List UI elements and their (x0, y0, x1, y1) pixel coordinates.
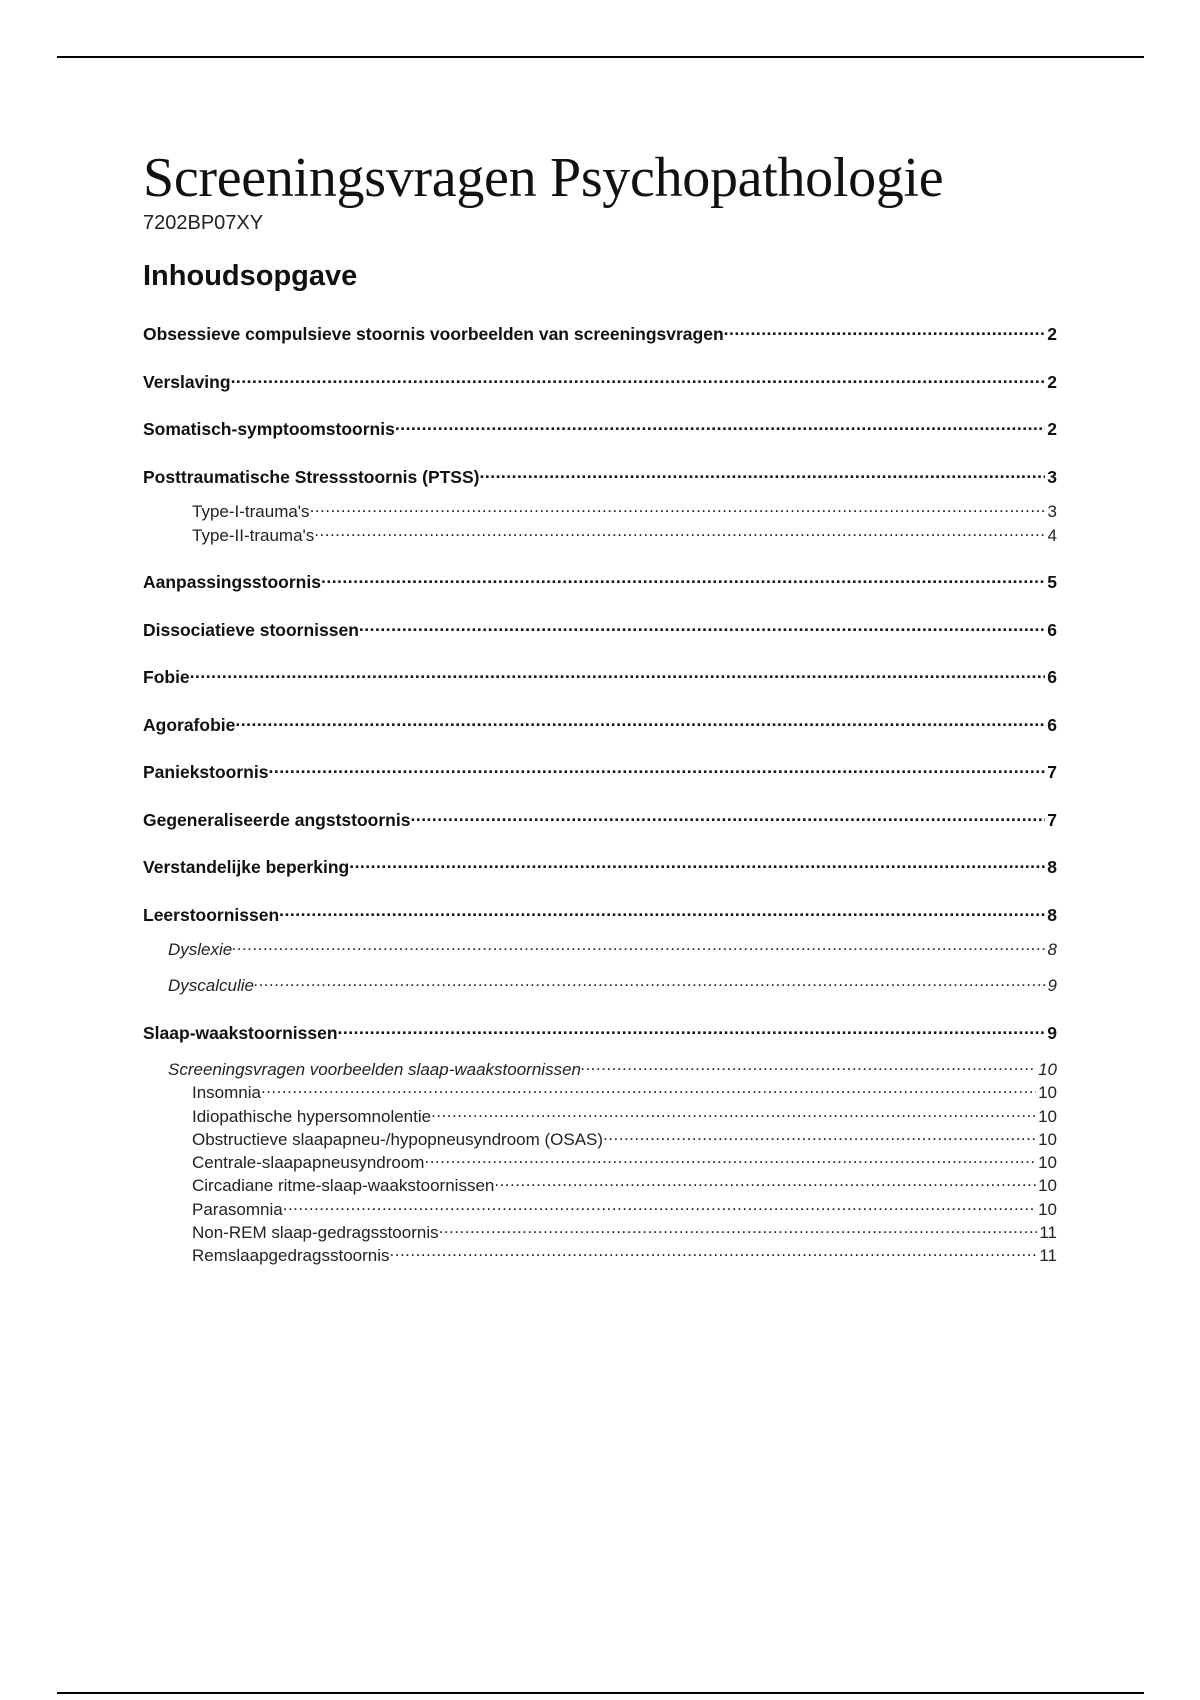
toc-page-number: 8 (1047, 940, 1057, 959)
dot-leader (232, 938, 1045, 955)
toc-page-number: 6 (1047, 666, 1057, 687)
dot-leader (314, 524, 1045, 541)
toc-entry-label: Non-REM slaap-gedragsstoornis (192, 1223, 439, 1242)
toc-entry[interactable] (143, 903, 1057, 926)
toc-entry[interactable] (143, 665, 1057, 688)
toc-heading: Inhoudsopgave (143, 260, 358, 292)
dot-leader (261, 1081, 1036, 1098)
toc-page-number: 3 (1047, 502, 1057, 521)
toc-page-number: 8 (1047, 904, 1057, 925)
toc-page-number: 8 (1047, 856, 1057, 877)
toc-entry-label: Type-I-trauma's (192, 502, 310, 521)
toc-entry[interactable] (143, 465, 1057, 488)
toc-entry-label: Somatisch-symptoomstoornis (143, 418, 395, 439)
toc-entry-label: Screeningsvragen voorbeelden slaap-waakstoornissen (168, 1060, 581, 1079)
toc-page-number: 5 (1047, 571, 1057, 592)
toc-entry-label: Remslaapgedragsstoornis (192, 1246, 390, 1265)
toc-entry[interactable] (192, 1128, 1057, 1150)
dot-leader (283, 1198, 1036, 1215)
toc-entry-label: Verstandelijke beperking (143, 856, 350, 877)
toc-entry[interactable] (192, 1221, 1057, 1243)
toc-page-number: 11 (1039, 1223, 1057, 1242)
toc-entry-label: Fobie (143, 666, 190, 687)
toc-page-number: 9 (1047, 976, 1057, 995)
toc-entry[interactable] (143, 713, 1057, 736)
dot-leader (338, 1021, 1046, 1039)
dot-leader (395, 417, 1045, 435)
toc-entry[interactable] (143, 570, 1057, 593)
toc-page-number: 10 (1038, 1060, 1057, 1079)
toc-entry-label: Idiopathische hypersomnolentie (192, 1107, 432, 1126)
dot-leader (724, 322, 1046, 340)
toc-page-number: 7 (1047, 809, 1057, 830)
toc-page-number: 10 (1038, 1130, 1057, 1149)
toc-entry-label: Aanpassingsstoornis (143, 571, 321, 592)
toc-entry-label: Obsessieve compulsieve stoornis voorbeelden van screeningsvragen (143, 323, 724, 344)
toc-page-number: 7 (1047, 761, 1057, 782)
toc-entry-label: Obstructieve slaapapneu-/hypopneusyndroom (OSAS) (192, 1130, 604, 1149)
dot-leader (279, 903, 1045, 921)
toc-entry-label: Insomnia (192, 1083, 261, 1102)
toc-page-number: 10 (1038, 1107, 1057, 1126)
dot-leader (424, 1151, 1036, 1168)
document-title: Screeningsvragen Psychopathologie (143, 147, 944, 209)
dot-leader (190, 665, 1046, 683)
toc-entry[interactable] (143, 855, 1057, 878)
toc-entry[interactable] (192, 500, 1057, 522)
toc-page-number: 2 (1047, 418, 1057, 439)
toc-page-number: 2 (1047, 371, 1057, 392)
dot-leader (268, 760, 1045, 778)
dot-leader (439, 1221, 1038, 1238)
toc-entry[interactable] (143, 808, 1057, 831)
toc-entry[interactable] (168, 974, 1057, 996)
toc-entry-label: Paniekstoornis (143, 761, 269, 782)
toc-page-number: 10 (1038, 1153, 1057, 1172)
toc-entry[interactable] (192, 524, 1057, 546)
dot-leader (479, 465, 1045, 483)
toc-entry-label: Agorafobie (143, 714, 236, 735)
toc-entry[interactable] (143, 322, 1057, 345)
toc-entry-label: Dissociatieve stoornissen (143, 619, 359, 640)
dot-leader (310, 500, 1046, 517)
dot-leader (603, 1128, 1036, 1145)
toc-entry[interactable] (168, 1058, 1057, 1080)
dot-leader (431, 1105, 1036, 1122)
dot-leader (254, 974, 1046, 991)
toc-entry[interactable] (192, 1244, 1057, 1266)
toc-entry-label: Circadiane ritme-slaap-waakstoornissen (192, 1176, 495, 1195)
toc-entry[interactable] (192, 1105, 1057, 1127)
toc-page-number: 6 (1047, 714, 1057, 735)
footer-rule (57, 1692, 1144, 1694)
toc-entry-label: Slaap-waakstoornissen (143, 1022, 338, 1043)
dot-leader (410, 808, 1045, 826)
course-code: 7202BP07XY (143, 212, 264, 234)
toc-page-number: 3 (1047, 466, 1057, 487)
toc-entry-label: Centrale-slaapapneusyndroom (192, 1153, 425, 1172)
toc-page-number: 10 (1038, 1176, 1057, 1195)
toc-entry-label: Dyslexie (168, 940, 233, 959)
toc-entry[interactable] (192, 1174, 1057, 1196)
toc-entry[interactable] (192, 1151, 1057, 1173)
toc-page-number: 11 (1039, 1246, 1057, 1265)
toc-page-number: 6 (1047, 619, 1057, 640)
toc-page-number: 4 (1047, 526, 1057, 545)
toc-entry[interactable] (192, 1081, 1057, 1103)
toc-entry[interactable] (143, 417, 1057, 440)
toc-page-number: 9 (1047, 1022, 1057, 1043)
toc-entry[interactable] (143, 370, 1057, 393)
toc-entry[interactable] (143, 618, 1057, 641)
dot-leader (321, 570, 1045, 588)
toc-entry-label: Parasomnia (192, 1200, 283, 1219)
dot-leader (494, 1174, 1036, 1191)
toc-page-number: 10 (1038, 1200, 1057, 1219)
toc-entry-label: Posttraumatische Stressstoornis (PTSS) (143, 466, 480, 487)
dot-leader (581, 1058, 1036, 1075)
toc-entry[interactable] (168, 938, 1057, 960)
dot-leader (359, 618, 1045, 636)
toc-page-number: 2 (1047, 323, 1057, 344)
dot-leader (235, 713, 1045, 731)
dot-leader (390, 1244, 1038, 1261)
toc-entry-label: Type-II-trauma's (192, 526, 315, 545)
toc-entry-label: Leerstoornissen (143, 904, 280, 925)
toc-entry[interactable] (192, 1198, 1057, 1220)
dot-leader (349, 855, 1045, 873)
toc-entry[interactable] (143, 760, 1057, 783)
toc-entry-label: Gegeneraliseerde angststoornis (143, 809, 411, 830)
toc-entry-label: Verslaving (143, 371, 231, 392)
toc-page-number: 10 (1038, 1083, 1057, 1102)
toc-entry-label: Dyscalculie (168, 976, 254, 995)
toc-entry[interactable] (143, 1021, 1057, 1044)
dot-leader (231, 370, 1046, 388)
